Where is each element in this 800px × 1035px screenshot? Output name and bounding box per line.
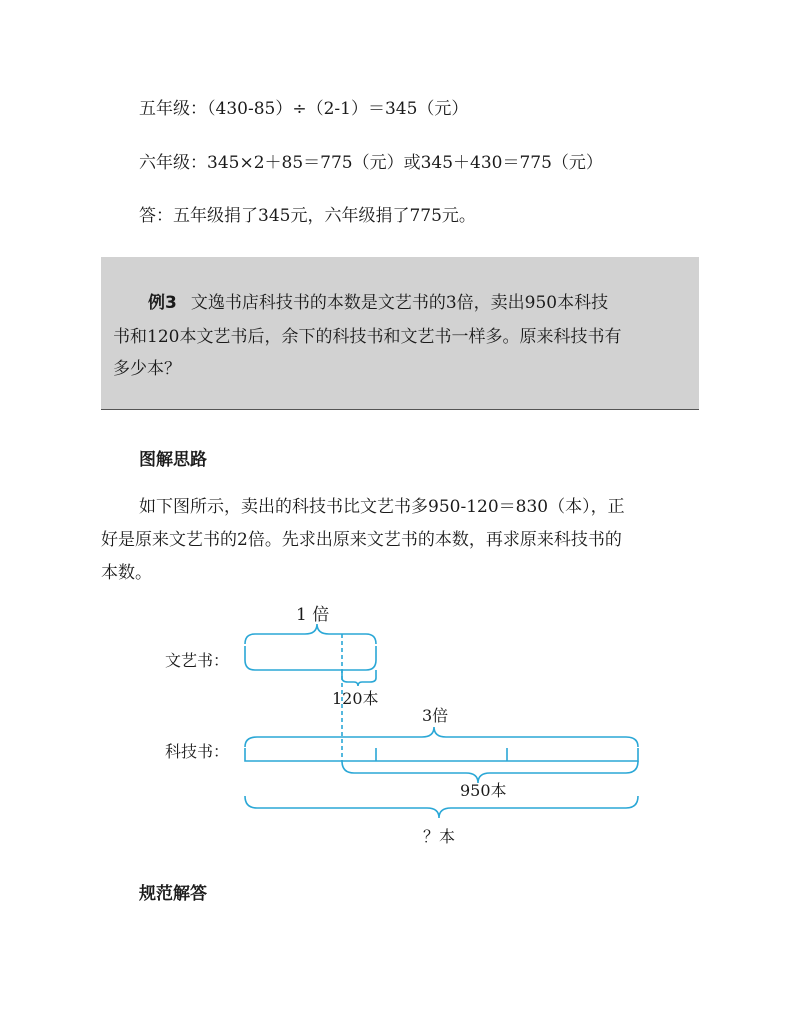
one-times-brace xyxy=(245,624,376,644)
diagram-section-title: 图解思路 xyxy=(139,450,207,470)
total-brace xyxy=(245,796,638,818)
example-line-3: 多少本？ xyxy=(113,359,181,379)
example-label: 例3 xyxy=(148,293,177,313)
wenyi-brace xyxy=(245,646,376,670)
950-brace xyxy=(342,761,638,783)
example-box xyxy=(101,257,699,410)
three-times-brace xyxy=(245,727,638,747)
solution-line-fifth-grade: 五年级：（430-85）÷（2-1）＝345（元） xyxy=(139,99,469,119)
answer-line: 答：五年级捐了345元，六年级捐了775元。 xyxy=(139,206,476,226)
label-120: 120本 xyxy=(332,689,379,708)
label-three-times: 3倍 xyxy=(422,706,449,725)
line-segment-diagram xyxy=(150,598,650,858)
explanation-line-2: 好是原来文艺书的2倍。先求出原来文艺书的本数，再求原来科技书的 xyxy=(101,530,622,550)
label-one-times: 1 倍 xyxy=(296,605,330,625)
example-line-1 xyxy=(148,291,608,315)
segment-120-brace xyxy=(342,670,376,686)
example-text-1: 文逸书店科技书的本数是文艺书的3倍，卖出950本科技 xyxy=(190,293,609,313)
label-950: 950本 xyxy=(460,781,507,800)
example-line-2: 书和120本文艺书后，余下的科技书和文艺书一样多。原来科技书有 xyxy=(113,327,622,347)
solution-line-sixth-grade: 六年级：345×2＋85＝775（元）或345＋430＝775（元） xyxy=(139,153,603,173)
explanation-line-1: 如下图所示，卖出的科技书比文艺书多950-120＝830（本），正 xyxy=(139,497,625,517)
label-wenyi: 文艺书： xyxy=(165,651,230,670)
label-total: ？本 xyxy=(423,827,456,846)
keji-bar xyxy=(245,748,638,761)
explanation-line-3: 本数。 xyxy=(101,563,152,583)
label-keji: 科技书： xyxy=(165,742,230,761)
solution-section-title: 规范解答 xyxy=(139,884,207,904)
